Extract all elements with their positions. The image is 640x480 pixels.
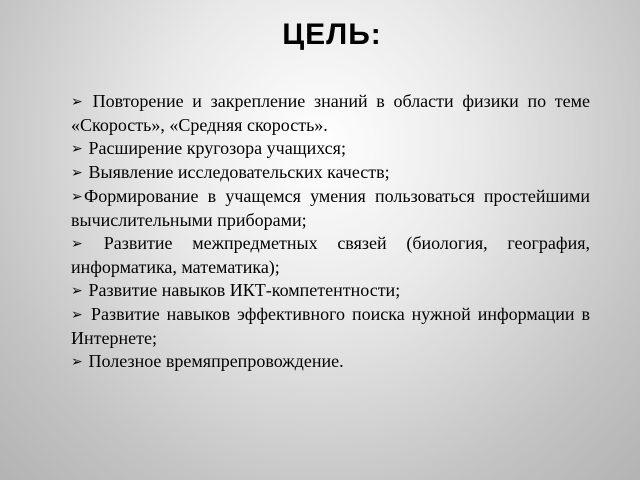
list-item [71, 232, 590, 279]
list-item-text: Развитие навыков ИКТ-компетентности; [84, 280, 401, 300]
slide-title: ЦЕЛЬ: [282, 18, 382, 51]
list-item-text: Полезное времяпрепровождение. [84, 351, 344, 371]
list-item [71, 279, 590, 303]
list-item [71, 90, 590, 137]
arrow-bullet-icon: ➢ [71, 355, 83, 370]
list-item [71, 303, 590, 350]
arrow-bullet-icon: ➢ [71, 284, 83, 299]
list-item-text: Повторение и закрепление знаний в области физики по теме «Скорость», «Средняя скорость». [71, 91, 590, 135]
list-item-text: Формирование в учащемся умения пользоваться простейшими вычислительными приборами; [71, 186, 590, 230]
list-item [71, 161, 590, 185]
list-item [71, 350, 590, 374]
goals-list [71, 90, 590, 374]
arrow-bullet-icon: ➢ [71, 308, 83, 323]
arrow-bullet-icon: ➢ [71, 237, 83, 252]
list-item-text: Развитие межпредметных связей (биология, география, информатика, математика); [71, 233, 590, 277]
arrow-bullet-icon: ➢ [71, 166, 83, 181]
list-item-text: Расширение кругозора учащихся; [84, 138, 346, 158]
arrow-bullet-icon: ➢ [71, 190, 83, 205]
list-item [71, 137, 590, 161]
list-item-text: Развитие навыков эффективного поиска нужной информации в Интернете; [71, 304, 590, 348]
list-item [71, 185, 590, 232]
arrow-bullet-icon: ➢ [71, 95, 83, 110]
arrow-bullet-icon: ➢ [71, 142, 83, 157]
list-item-text: Выявление исследовательских качеств; [84, 162, 390, 182]
